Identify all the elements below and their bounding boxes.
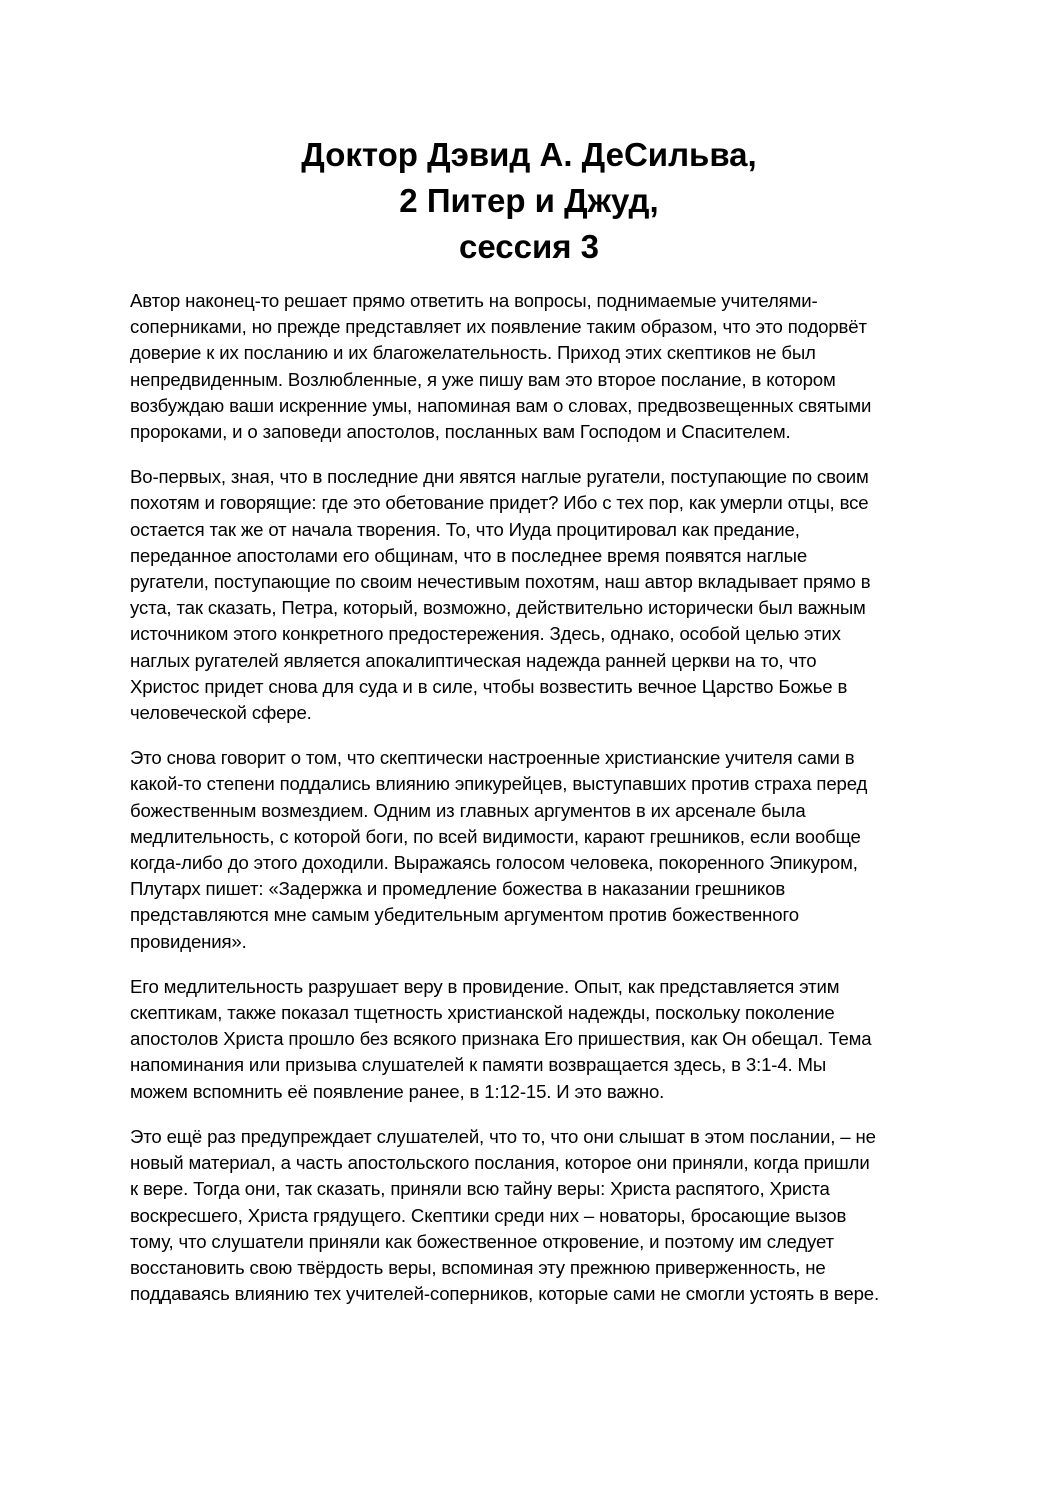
title-line-author: Доктор Дэвид А. ДеСильва, bbox=[301, 136, 757, 173]
text-line: переданное апостолами его общинам, что в последнее время появятся наглые bbox=[130, 544, 808, 566]
text-line: остается так же от начала творения. То, что Иуда процитировал как предание, bbox=[130, 518, 800, 540]
paragraph-2 bbox=[130, 464, 935, 726]
paragraph-5 bbox=[130, 1124, 935, 1307]
text-line: Христос придет снова для суда и в силе, чтобы возвестить вечное Царство Божье в bbox=[130, 675, 848, 697]
text-line: доверие к их посланию и их благожелательность. Приход этих скептиков не был bbox=[130, 342, 816, 364]
text-line: провидения». bbox=[130, 930, 247, 952]
text-line: восстановить свою твёрдость веры, вспоминая эту прежнюю приверженность, не bbox=[130, 1256, 826, 1278]
text-line: медлительность, с которой боги, по всей видимости, карают грешников, если вообще bbox=[130, 825, 861, 847]
text-line: соперниками, но прежде представляет их появление таким образом, что это подорвёт bbox=[130, 316, 867, 338]
text-line: ругатели, поступающие по своим нечестивым похотям, наш автор вкладывает прямо в bbox=[130, 571, 871, 593]
text-line: похотям и говорящие: где это обетование придет? Ибо с тех пор, как умерли отцы, все bbox=[130, 492, 869, 514]
text-line: источником этого конкретного предостережения. Здесь, однако, особой целью этих bbox=[130, 623, 841, 645]
text-line: к вере. Тогда они, так сказать, приняли всю тайну веры: Христа распятого, Христа bbox=[130, 1178, 830, 1200]
text-line: представляются мне самым убедительным аргументом против божественного bbox=[130, 904, 799, 926]
text-line: божественным возмездием. Одним из главных аргументов в их арсенале была bbox=[130, 799, 806, 821]
text-line: уста, так сказать, Петра, который, возможно, действительно исторически был важным bbox=[130, 597, 866, 619]
text-line: Плутарх пишет: «Задержка и промедление божества в наказании грешников bbox=[130, 878, 786, 900]
text-line: человеческой сфере. bbox=[130, 702, 312, 724]
document-body bbox=[130, 288, 935, 1326]
title-line-session: сессия 3 bbox=[458, 228, 600, 265]
text-line: наглых ругателей является апокалиптическая надежда ранней церкви на то, что bbox=[130, 649, 817, 671]
text-line: когда-либо до этого доходили. Выражаясь голосом человека, покоренного Эпикуром, bbox=[130, 852, 858, 874]
text-line: Это ещё раз предупреждает слушателей, что то, что они слышат в этом послании, – не bbox=[130, 1125, 876, 1147]
document-title bbox=[0, 132, 1058, 270]
text-line: можем вспомнить её появление ранее, в 1:12-15. И это важно. bbox=[130, 1080, 665, 1102]
text-line: апостолов Христа прошло без всякого признака Его пришествия, как Он обещал. Тема bbox=[130, 1028, 872, 1050]
paragraph-3 bbox=[130, 745, 935, 955]
title-line-subject: 2 Питер и Джуд, bbox=[399, 182, 659, 219]
text-line: Это снова говорит о том, что скептически настроенные христианские учителя сами в bbox=[130, 747, 855, 769]
paragraph-4 bbox=[130, 974, 935, 1105]
text-line: пророками, и о заповеди апостолов, посланных вам Господом и Спасителем. bbox=[130, 421, 791, 443]
text-line: воскресшего, Христа грядущего. Скептики среди них – новаторы, бросающие вызов bbox=[130, 1204, 847, 1226]
text-line: новый материал, а часть апостольского послания, которое они приняли, когда пришли bbox=[130, 1152, 870, 1174]
text-line: поддаваясь влиянию тех учителей-соперников, которые сами не смогли устоять в вере. bbox=[130, 1283, 879, 1305]
paragraph-1 bbox=[130, 288, 935, 445]
text-line: Автор наконец-то решает прямо ответить на вопросы, поднимаемые учителями- bbox=[130, 290, 818, 311]
text-line: какой-то степени поддались влиянию эпикурейцев, выступавших против страха перед bbox=[130, 773, 868, 795]
text-line: возбуждаю ваши искренние умы, напоминая вам о словах, предвозвещенных святыми bbox=[130, 394, 872, 416]
text-line: скептикам, также показал тщетность христианской надежды, поскольку поколение bbox=[130, 1002, 835, 1024]
text-line: непредвиденным. Возлюбленные, я уже пишу вам это второе послание, в котором bbox=[130, 368, 836, 390]
text-line: тому, что слушатели приняли как божественное откровение, и поэтому им следует bbox=[130, 1230, 834, 1252]
text-line: Во-первых, зная, что в последние дни явятся наглые ругатели, поступающие по своим bbox=[130, 466, 869, 488]
text-line: Его медлительность разрушает веру в провидение. Опыт, как представляется этим bbox=[130, 975, 840, 997]
text-line: напоминания или призыва слушателей к памяти возвращается здесь, в 3:1-4. Мы bbox=[130, 1054, 827, 1076]
